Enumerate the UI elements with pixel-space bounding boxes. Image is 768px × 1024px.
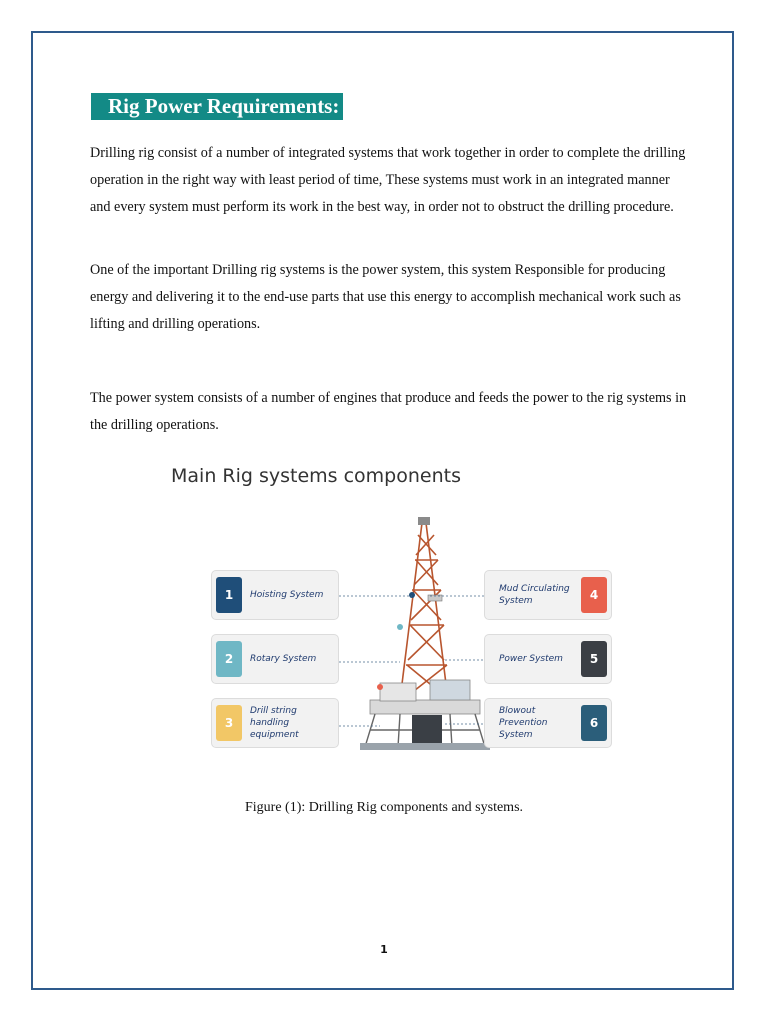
system-card-3 [211,698,339,748]
system-card-5 [484,634,612,684]
system-number-1: 1 [216,577,242,613]
system-label-2: Rotary System [250,654,317,664]
paragraph-1: Drilling rig consist of a number of integrated systems that work together in order to complete the drilling operation in the right way with least period of time, These systems must work in an integrated manner and every system must perform its work in the best way, in order not to obstruct the drilling procedure. [90,145,686,215]
page-number: 1 [380,943,388,956]
system-number-4: 4 [581,577,607,613]
system-label-5: Power System [499,654,563,664]
system-number-5: 5 [581,641,607,677]
system-number-6: 6 [581,705,607,741]
system-number-3: 3 [216,705,242,741]
paragraph-2: One of the important Drilling rig systems is the power system, this system Responsible for producing energy and delivering it to the end-use parts that use this energy to accomplish mechanical work such as lifting and drilling operations. [90,262,681,332]
drilling-rig-illustration [330,515,490,755]
system-card-2 [211,634,339,684]
paragraph-3: The power system consists of a number of engines that produce and feeds the power to the rig systems in the drilling operations. [90,390,687,433]
figure-caption: Figure (1): Drilling Rig components and systems. [244,800,524,815]
section-heading: Rig Power Requirements: [91,93,343,120]
system-card-1 [211,570,339,620]
system-number-2: 2 [216,641,242,677]
figure-title: Main Rig systems components [171,465,461,487]
system-label-1: Hoisting System [250,590,324,600]
system-card-6 [484,698,612,748]
system-label-6: Blowout Prevention System [499,706,548,740]
system-label-4: Mud Circulating System [499,584,570,606]
system-card-4 [484,570,612,620]
system-label-3: Drill string handling equipment [250,706,299,740]
